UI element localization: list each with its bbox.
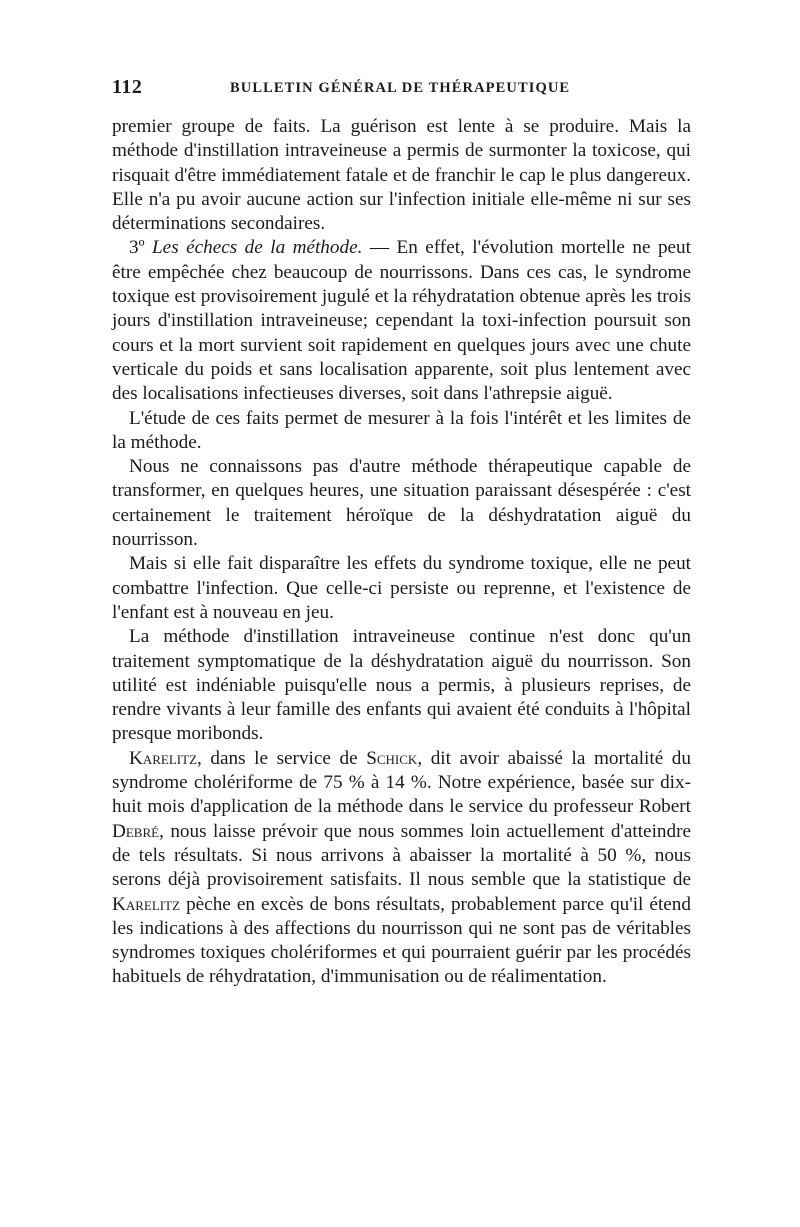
paragraph-7-text-b: , dit avoir abaissé la mortalité du syndrome cholériforme de 75 % à 14 %. Notre expérience, basée sur dix-huit mois d'application de la méthode dans le service du professeur Robert [112,747,691,818]
paragraph-7-text-a: , dans le service de [197,747,367,769]
paragraph-5: Mais si elle fait disparaître les effets du syndrome toxique, elle ne peut combattre l'infection. Que celle-ci persiste ou reprenne, et l'existence de l'enfant est à nouveau en jeu. [112,553,691,623]
body-text [112,115,691,990]
running-title: BULLETIN GÉNÉRAL DE THÉRAPEUTIQUE [230,80,571,96]
paragraph-3: L'étude de ces faits permet de mesurer à la fois l'intérêt et les limites de la méthode. [112,407,691,453]
paragraph-6: La méthode d'instillation intraveineuse continue n'est donc qu'un traitement symptomatique de la déshydratation aiguë du nourrisson. Son utilité est indéniable puisqu'elle nous a permis, à plusieurs reprises, de rendre vivants à leur famille des enfants qui avaient été conduits à l'hôpital presque moribonds. [112,626,691,745]
paragraph-4: Nous ne connaissons pas d'autre méthode thérapeutique capable de transformer, en quelques heures, une situation paraissant désespérée : c'est certainement le traitement héroïque de la déshydratation aiguë du nourrisson. [112,456,691,551]
page-header [112,76,692,102]
author-name-karelitz: Karelitz [129,747,198,769]
page-number: 112 [112,76,143,98]
paragraph-2-text: — En effet, l'évolution mortelle ne peut être empêchée chez beaucoup de nourrissons. Dans ces cas, le syndrome toxique est provisoirement jugulé et la réhydratation obtenue après les trois jours d'instillation intraveineuse; cependant la toxi-infection poursuit son cours et la mort survient soit rapidement en quelques jours avec une chute verticale du poids et sans localisation apparente, soit plus lentement avec des localisations infectieuses diverses, soit dans l'athrepsie aiguë. [112,237,691,405]
paragraph-2 [112,236,691,406]
author-name-debre: Debré [112,820,160,842]
paragraph-1: premier groupe de faits. La guérison est lente à se produire. Mais la méthode d'instillation intraveineuse a permis de surmonter la toxicose, qui risquait d'être immédiatement fatale et de franchir le cap le plus dangereux. Elle n'a pu avoir aucune action sur l'infection initiale elle-même ni sur ses déterminations secondaires. [112,116,691,235]
section-heading: Les échecs de la méthode. [152,237,363,259]
author-name-karelitz-2: Karelitz [112,893,181,915]
author-name-schick: Schick [366,747,418,769]
paragraph-7-text-c: , nous laisse prévoir que nous sommes loin actuellement d'atteindre de tels résultats. Si nous arrivons à abaisser la mortalité à 50 %, nous serons déjà provisoirement satisfaits. Il nous semble que la statistique de [112,820,691,891]
section-number: 3º [129,237,152,259]
paragraph-7 [112,747,691,990]
paragraph-7-text-d: pèche en excès de bons résultats, probablement parce qu'il étend les indications à des affections du nourrisson qui ne sont pas de véritables syndromes toxiques cholériformes et qui pourraient guérir par les procédés habituels de réhydratation, d'immunisation ou de réalimentation. [112,893,691,988]
